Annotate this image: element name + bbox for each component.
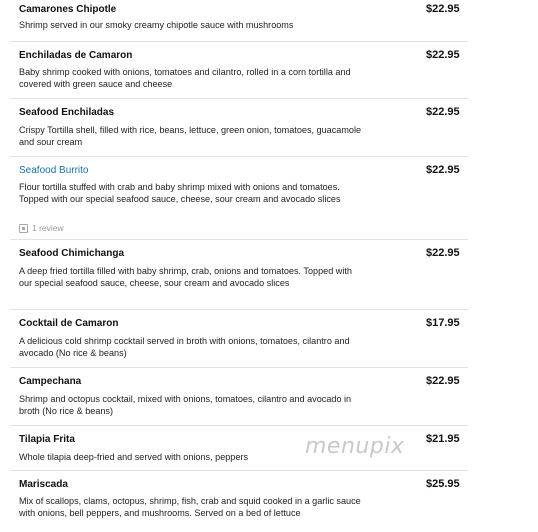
item-price: $22.95 bbox=[426, 49, 460, 61]
item-name: Tilapia Frita bbox=[19, 434, 75, 445]
item-description: Baby shrimp cooked with onions, tomatoes and cilantro, rolled in a corn tortilla and covered with green sauce and cheese bbox=[19, 67, 351, 90]
divider bbox=[10, 470, 468, 471]
item-name: Seafood Enchiladas bbox=[19, 107, 115, 118]
divider bbox=[10, 425, 468, 426]
item-description: A delicious cold shrimp cocktail served in broth with onions, tomatoes, cilantro and avocado (No rice & beans) bbox=[19, 336, 350, 359]
item-name-link[interactable]: Seafood Burrito bbox=[19, 165, 89, 176]
item-description: Crispy Tortilla shell, filled with rice, beans, lettuce, green onion, tomatoes, guacamole and sour cream bbox=[19, 125, 362, 148]
item-price: $22.95 bbox=[426, 247, 460, 259]
item-description: Shrimp served in our smoky creamy chipotle sauce with mushrooms bbox=[19, 20, 294, 30]
item-name: Camarones Chipotle bbox=[19, 4, 117, 15]
divider bbox=[10, 156, 468, 157]
menupix-watermark: menupix bbox=[305, 434, 405, 459]
item-description: A deep fried tortilla filled with baby shrimp, crab, onions and tomatoes. Topped with our special seafood sauce, cheese, sour cream and avocado slices bbox=[19, 266, 352, 289]
item-price: $21.95 bbox=[426, 433, 460, 445]
divider bbox=[10, 41, 468, 42]
divider bbox=[10, 309, 468, 310]
item-price: $22.95 bbox=[426, 164, 460, 176]
divider bbox=[10, 367, 468, 368]
item-name: Campechana bbox=[19, 376, 82, 387]
item-description: Shrimp and octopus cocktail, mixed with onions, tomatoes, cilantro and avocado in broth (No rice & beans) bbox=[19, 394, 352, 417]
item-description: Flour tortilla stuffed with crab and baby shrimp mixed with onions and tomatoes. Topped with our special seafood sauce, cheese, sour cream and avocado slices bbox=[19, 182, 341, 205]
item-price: $22.95 bbox=[426, 106, 460, 118]
item-price: $22.95 bbox=[426, 3, 460, 15]
item-price: $25.95 bbox=[426, 478, 460, 490]
item-description: Whole tilapia deep-fried and served with onions, peppers bbox=[19, 452, 248, 462]
divider bbox=[10, 239, 468, 240]
item-price: $22.95 bbox=[426, 375, 460, 387]
review-link[interactable] bbox=[19, 223, 64, 233]
item-name: Cocktail de Camaron bbox=[19, 318, 119, 329]
item-description: Mix of scallops, clams, octopus, shrimp, fish, crab and squid cooked in a garlic sauce with onions, bell peppers, and mushrooms. Served on a bed of lettuce bbox=[19, 496, 361, 519]
item-name: Enchiladas de Camaron bbox=[19, 50, 133, 61]
divider bbox=[10, 98, 468, 99]
item-name: Seafood Chimichanga bbox=[19, 248, 125, 259]
review-count[interactable]: 1 review bbox=[32, 223, 64, 233]
item-price: $17.95 bbox=[426, 317, 460, 329]
item-name: Mariscada bbox=[19, 479, 68, 490]
review-icon bbox=[19, 224, 28, 233]
